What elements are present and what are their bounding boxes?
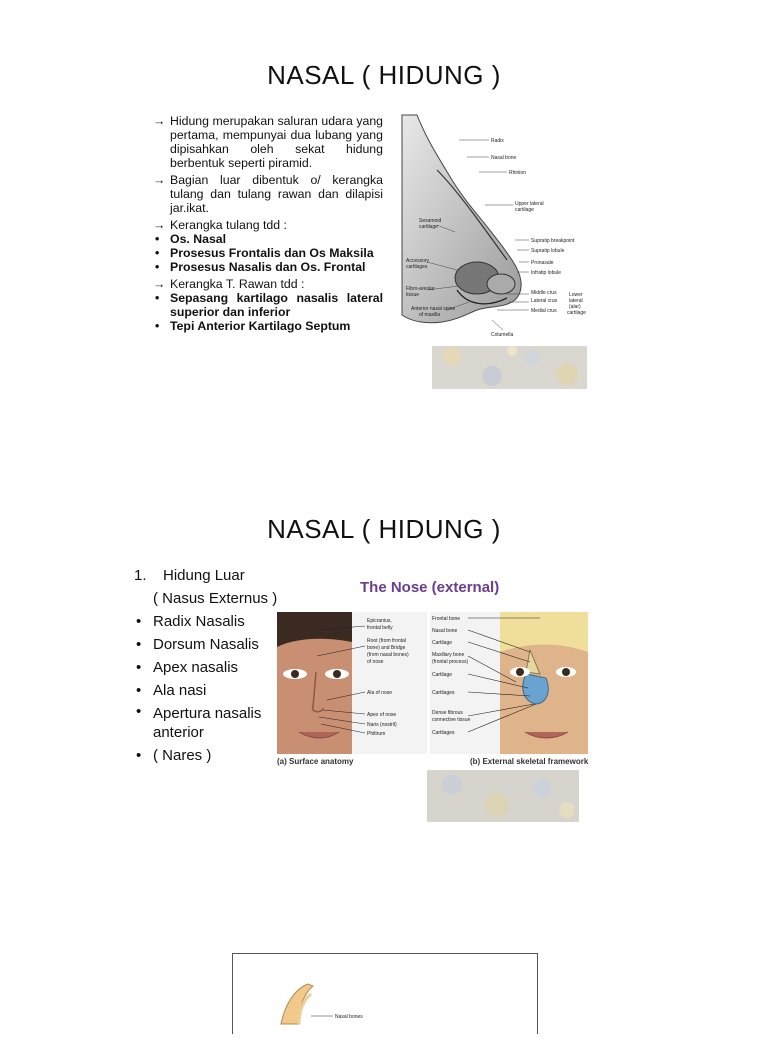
- right-label: Cartilages: [432, 730, 455, 736]
- label-pronasale: Pronasale: [531, 260, 554, 266]
- left-label: frontal belly: [367, 625, 393, 631]
- label-radix: Radix: [491, 138, 504, 144]
- slide2-title: NASAL ( HIDUNG ): [267, 514, 501, 544]
- label-lateral-crus: Lateral crus: [531, 298, 558, 304]
- left-label: Epicranius,: [367, 618, 392, 624]
- left-label: bone) and Bridge: [367, 645, 406, 651]
- caption-skeletal-framework: (b) External skeletal framework: [470, 757, 589, 766]
- list-number: 1.: [134, 567, 147, 584]
- label-columella: Columella: [491, 332, 514, 338]
- left-label: Root (from frontal: [367, 638, 406, 644]
- label-lateral: lateral: [569, 298, 583, 304]
- label-nasal-bones: Nasal bones: [335, 1014, 363, 1020]
- right-label: Dense fibrous: [432, 710, 463, 716]
- list-item: • Apertura nasalis anterior: [134, 702, 294, 744]
- label-fibro-tissue: tissue: [406, 292, 420, 298]
- surface-anatomy-image: [277, 612, 427, 754]
- label-fibro: Fibro-areolar: [406, 286, 435, 292]
- slide1-bullet-list: [153, 114, 383, 333]
- arrow-item: → Bagian luar dibentuk o/ kerangka tulang dan tulang rawan dan dilapisi jar.ikat.: [153, 173, 383, 215]
- list-item: • Sepasang kartilago nasalis lateral superior dan inferior: [153, 291, 383, 319]
- right-label: Cartilage: [432, 672, 453, 678]
- slide1-title: NASAL ( HIDUNG ): [267, 60, 501, 90]
- label-nasal-bone: Nasal bone: [491, 155, 517, 161]
- left-label: Naris (nostril): [367, 722, 397, 728]
- label-sesamoid: Sesamoid: [419, 218, 442, 224]
- right-label: Cartilages: [432, 690, 455, 696]
- right-label: Cartilage: [432, 640, 453, 646]
- list-item: • Ala nasi: [134, 679, 294, 702]
- label-alar: (alar): [569, 304, 581, 310]
- list-item: • ( Nares ): [134, 744, 294, 767]
- right-label: connective tissue: [432, 717, 471, 723]
- label-sesamoid-cartilage: cartilage: [419, 224, 438, 230]
- label-lower: Lower: [569, 292, 583, 298]
- right-label: Frontal bone: [432, 616, 461, 622]
- label-infratip: Infratip lobule: [531, 270, 562, 276]
- label-accessory-cartilages: cartilages: [406, 264, 428, 270]
- slide3-figure-frame: [232, 953, 538, 1034]
- label-of-maxilla: of maxilla: [419, 312, 441, 318]
- arrow-item: → Kerangka T. Rawan tdd :: [153, 277, 383, 291]
- label-lower-cartilage: cartilage: [567, 310, 586, 316]
- label-rhinion: Rhinion: [509, 170, 526, 176]
- label-medial-crus: Medial crus: [531, 308, 557, 314]
- nose-cartilage-diagram: [397, 110, 593, 346]
- heading-text: Hidung Luar: [163, 567, 245, 584]
- label-supratip-lobule: Supratip lobule: [531, 248, 565, 254]
- subheading: ( Nasus Externus ): [153, 590, 278, 607]
- texture-image: [427, 770, 579, 822]
- list-item: • Prosesus Frontalis dan Os Maksila: [153, 246, 383, 260]
- texture-image: [432, 346, 587, 389]
- list-item: • Os. Nasal: [153, 232, 383, 246]
- label-supratip: Supratip breakpoint: [531, 238, 575, 244]
- label-anterior-spine: Anterior nasal spine: [411, 306, 456, 312]
- caption-surface-anatomy: (a) Surface anatomy: [277, 757, 354, 766]
- list-item: • Tepi Anterior Kartilago Septum: [153, 319, 383, 333]
- right-label: Nasal bone: [432, 628, 458, 634]
- label-upper-lateral: Upper lateral: [515, 201, 544, 207]
- nasal-bones-diagram: [233, 954, 537, 1034]
- numbered-heading: [134, 564, 294, 587]
- right-label: (frontal process): [432, 659, 469, 665]
- left-label: of nose: [367, 659, 384, 665]
- skeletal-framework-image: [430, 612, 588, 754]
- figure-title: The Nose (external): [360, 579, 500, 596]
- right-label: Maxillary bone: [432, 652, 465, 658]
- left-label: Philtrum: [367, 731, 386, 737]
- list-item: • Dorsum Nasalis: [134, 633, 294, 656]
- list-item: • Apex nasalis: [134, 656, 294, 679]
- slide2-bullet-list: [134, 564, 294, 767]
- left-label: Apex of nose: [367, 712, 397, 718]
- list-item: • Prosesus Nasalis dan Os. Frontal: [153, 260, 383, 274]
- left-label: Ala of nose: [367, 690, 393, 696]
- arrow-item: → Hidung merupakan saluran udara yang pertama, mempunyai dua lubang yang dipisahkan oleh sekat hidung berbentuk seperti piramid.: [153, 114, 383, 170]
- left-label: (from nasal bones): [367, 652, 409, 658]
- label-accessory: Accessory: [406, 258, 430, 264]
- list-item: • Radix Nasalis: [134, 610, 294, 633]
- arrow-item: → Kerangka tulang tdd :: [153, 218, 383, 232]
- label-middle-crus: Middle crus: [531, 290, 557, 296]
- label-upper-lateral-cartilage: cartilage: [515, 207, 534, 213]
